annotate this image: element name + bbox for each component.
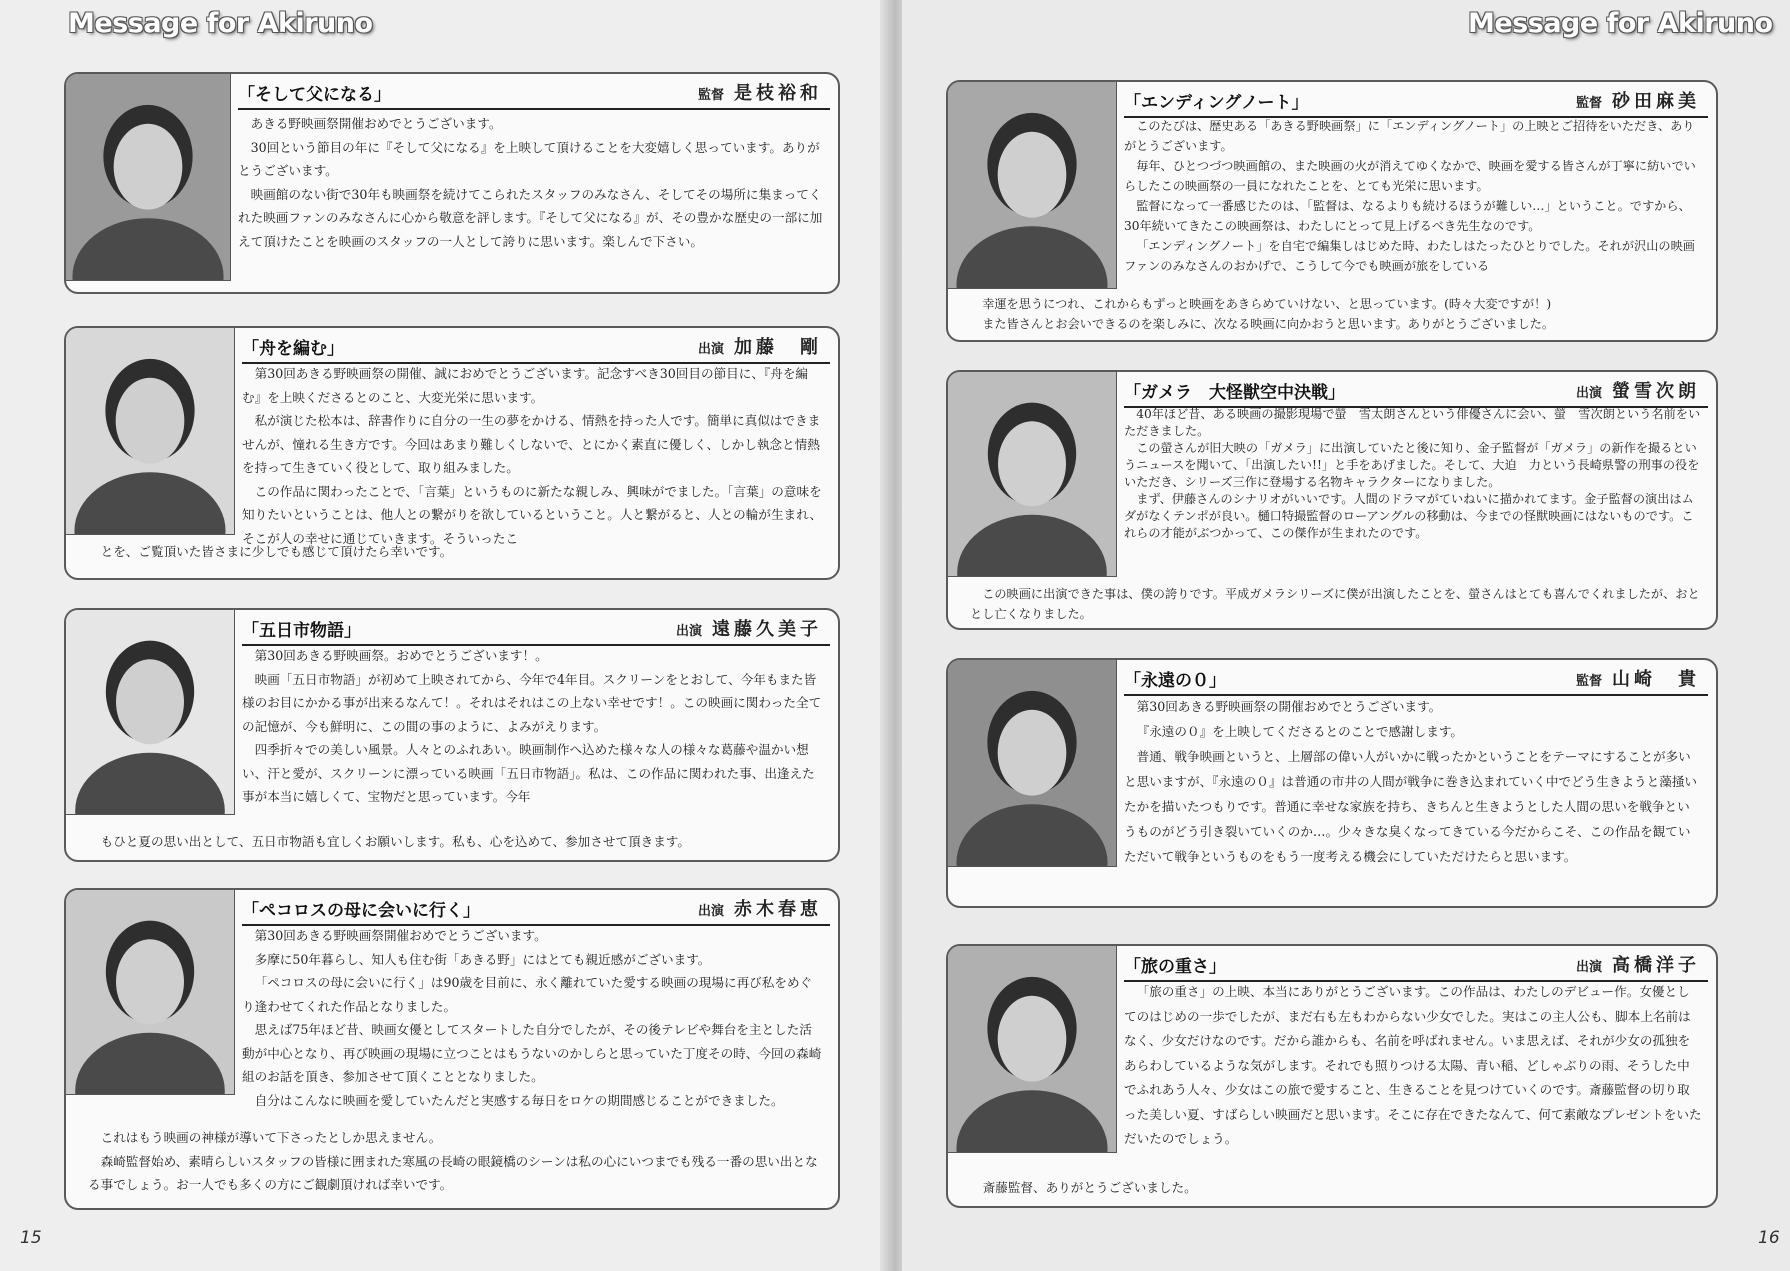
film-title: 「エンディングノート」 [1124, 93, 1309, 113]
paragraph: 第30回あきる野映画祭開催おめでとうございます。 [254, 928, 547, 943]
paragraph: 普通、戦争映画というと、上層部の偉い人がいかに戦ったかということをテーマにすることが多いと思いますが、『永遠の０』は普通の市井の人間が戦争に巻き込まれていく中でどう生きようと藻掻いたかを描いたつもりです。普通に幸せな家族を持ち、きちんと生きようとした人間の思いを戦争というものがどう引き裂いていくのか…。少々きな臭くなってきている今だからこそ、この作品を観ていただいて戦争というものをもう一度考える機会にしていただけたらと思います。 [1124, 749, 1698, 864]
film-title: 「五日市物語」 [242, 621, 361, 641]
portrait-photo [66, 328, 235, 535]
paragraph: 自分はこんなに映画を愛していたんだと実感する毎日をロケの期間感じることができました。 [254, 1092, 784, 1108]
paragraph: この映画に出演できた事は、僕の誇りです。平成ガメラシリーズに僕が出演したことを、螢さんはとても喜んでくれましたが、おととし亡くなりました。 [970, 587, 1700, 621]
message-text-continued [88, 1126, 824, 1197]
paragraph: もひと夏の思い出として、五日市物語も宜しくお願いします。私も、心を込めて、参加させて頂きます。 [100, 834, 690, 849]
message-card [64, 608, 840, 862]
paragraph: 毎年、ひとつづつ映画館の、また映画の火が消えてゆくなかで、映画を愛する皆さんが丁寧に紡いでいらしたこの映画祭の一員になれたことを、とても光栄に思います。 [1124, 159, 1696, 193]
film-title: 「旅の重さ」 [1124, 957, 1226, 977]
message-text [1124, 116, 1702, 276]
message-text-continued [88, 830, 824, 854]
film-title: 「永遠の０」 [1124, 671, 1226, 691]
paragraph: 「エンディングノート」を自宅で編集しはじめた時、わたしはたったひとりでした。それが沢山の映画ファンのみなさんのおかげで、こうして今でも映画が旅をしている [1124, 239, 1695, 273]
paragraph: 30回という節目の年に『そして父になる』を上映して頂けることを大変嬉しく思っています。ありがとうございます。 [238, 139, 820, 178]
paragraph: この作品に関わったことで、「言葉」というものに新たな親しみ、興味がでました。「言葉」の意味を知りたいということは、他人との繋がりを欲しているということ。人と繋がると、人との輪が生まれ、そこが人の幸せに通じていきます。そういったこ [242, 483, 823, 546]
message-text-continued [970, 584, 1702, 624]
person-name: 砂田麻美 [1612, 91, 1700, 112]
message-card [946, 370, 1718, 630]
paragraph: 四季折々での美しい風景。人々とのふれあい。映画制作へ込めた様々な人の様々な葛藤や温かい想い、汗と愛が、スクリーンに漂っている映画「五日市物語」。私は、この作品に関われた事、出逢えた事が本当に嬉しくて、宝物だと思っています。今年 [242, 742, 815, 804]
paragraph: 幸運を思うにつれ、これからもずっと映画をあきらめていけない、と思っています。(時々大変ですが！) [982, 297, 1552, 311]
page-number-right: 16 [1758, 1228, 1780, 1248]
paragraph: 第30回あきる野映画祭の開催おめでとうございます。 [1136, 699, 1442, 714]
role-label: 監督 [1575, 96, 1602, 111]
film-title: 「舟を編む」 [242, 339, 344, 359]
role-label: 出演 [697, 342, 724, 357]
paragraph: 監督になって一番感じたのは、「監督は、なるよりも続けるほうが難しい…」ということ。ですから、30年続いてきたこの映画祭は、わたしにとって見上げるべき先生なのです。 [1124, 199, 1691, 233]
paragraph: あきる野映画祭開催おめでとうございます。 [250, 116, 502, 131]
message-text-continued [88, 540, 824, 564]
film-title: 「ペコロスの母に会いに行く」 [242, 901, 480, 921]
person-name: 赤木春恵 [734, 899, 822, 920]
person-name: 遠藤久美子 [712, 619, 822, 640]
message-text [1124, 694, 1702, 869]
message-text [242, 362, 824, 550]
message-card [946, 80, 1718, 342]
portrait-photo [66, 74, 231, 281]
film-title: 「そして父になる」 [238, 85, 391, 105]
portrait-photo [66, 610, 235, 815]
role-label: 出演 [1575, 386, 1602, 401]
portrait-photo [66, 890, 235, 1095]
paragraph: 『永遠の０』を上映してくださるとのことで感謝します。 [1136, 724, 1464, 739]
person-name: 螢雪次朗 [1612, 381, 1700, 402]
portrait-photo [948, 82, 1117, 289]
paragraph: このたびは、歴史ある「あきる野映画祭」に「エンディングノート」の上映とご招待をいただき、ありがとうございます。 [1124, 119, 1695, 153]
paragraph: 森崎監督始め、素晴らしいスタッフの皆様に囲まれた寒風の長崎の眼鏡橋のシーンは私の心にいつまでも残る一番の思い出となる事でしょう。お一人でも多くの方にご観劇頂ければ幸いです。 [88, 1153, 818, 1192]
message-text [242, 924, 824, 1112]
person-name: 高橋洋子 [1612, 955, 1700, 976]
role-label: 出演 [697, 904, 724, 919]
paragraph: 映画「五日市物語」が初めて上映されてから、今年で4年目。スクリーンをとおして、今年もまた皆様のお目にかかる事が出来るなんて！。それはそれはこの上ない幸せです！。この映画に関わった全ての記憶が、今も鮮明に、この間の事のように、よみがえります。 [242, 671, 822, 734]
role-label: 監督 [1575, 674, 1602, 689]
role-label: 出演 [1575, 960, 1602, 975]
paragraph: 40年ほど昔、ある映画の撮影現場で螢 雪太朗さんという俳優さんに会い、螢 雪次朗という名前をいただきました。 [1124, 407, 1701, 438]
person-name: 山崎 貴 [1612, 669, 1700, 690]
paragraph: 斎藤監督、ありがとうございました。 [982, 1180, 1197, 1195]
message-card [64, 326, 840, 580]
message-text [238, 112, 824, 253]
role-label: 監督 [697, 88, 724, 103]
person-name: 加藤 剛 [734, 337, 822, 358]
portrait-photo [948, 372, 1117, 577]
portrait-photo [948, 946, 1117, 1153]
paragraph: 多摩に50年暮らし、知人も住む街「あきる野」にはとても親近感がございます。 [254, 951, 711, 967]
film-title: 「ガメラ 大怪獣空中決戦」 [1124, 383, 1345, 403]
paragraph: 映画館のない街で30年も映画祭を続けてこられたスタッフのみなさん、そしてその場所に集まってくれた映画ファンのみなさんに心から敬意を評します。『そして父になる』が、その豊かな歴史の一部に加えて頂けたことを映画のスタッフの一人として誇りに思います。楽しんで下さい。 [238, 186, 823, 249]
portrait-photo [948, 660, 1117, 867]
paragraph: 思えば75年ほど昔、映画女優としてスタートした自分でしたが、その後テレビや舞台を主とした活動が中心となり、再び映画の現場に立つことはもうないのかしらと思っていた丁度その時、今回の森崎組のお話を頂き、参加させて頂くこととなりました。 [242, 1022, 822, 1084]
page-header-left: Message for Akiruno [68, 8, 373, 39]
message-card [946, 944, 1718, 1208]
message-text [242, 644, 824, 809]
paragraph: とを、ご覧頂いた皆さまに少しでも感じて頂けたら幸いです。 [100, 544, 453, 559]
paragraph: 「ペコロスの母に会いに行く」は90歳を目前に、永く離れていた愛する映画の現場に再び私をめぐり逢わせてくれた作品となりました。 [242, 975, 813, 1014]
message-card [64, 888, 840, 1210]
paragraph: この螢さんが旧大映の「ガメラ」に出演していたと後に知り、金子監督が「ガメラ」の新作を撮るというニュースを聞いて、「出演したい!!」と手をあげました。そして、大迫 力という長崎県警の刑事の役をいただき、シリーズ三作に登場する名物キャラクターになりました。 [1124, 441, 1700, 489]
paragraph: これはもう映画の神様が導いて下さったとしか思えません。 [100, 1130, 442, 1145]
person-name: 是枝裕和 [734, 83, 822, 104]
role-label: 出演 [675, 624, 702, 639]
paragraph: 第30回あきる野映画祭の開催、誠におめでとうございます。記念すべき30回目の節目に、『舟を編む』を上映くださるとのこと、大変光栄に思います。 [242, 366, 809, 405]
message-text-continued [970, 294, 1702, 334]
message-text [1124, 406, 1702, 542]
paragraph: 私が演じた松本は、辞書作りに自分の一生の夢をかける、情熱を持った人です。簡単に真似はできませんが、憧れる生き方です。今回はあまり難しくしないで、とにかく素直に優しく、しかし執念と情熱を持って生きていく役として、取り組みました。 [242, 413, 821, 475]
message-card [946, 658, 1718, 908]
page-header-right: Message for Akiruno [1468, 8, 1773, 39]
message-card [64, 72, 840, 294]
paragraph: 第30回あきる野映画祭。おめでとうございます！。 [254, 648, 548, 663]
message-text [1124, 980, 1702, 1152]
paragraph: まず、伊藤さんのシナリオがいいです。人間のドラマがていねいに描かれてます。金子監督の演出はムダがなくテンポが良い。樋口特撮監督のローアングルの移動は、今までの怪獣映画にはないものです。これらの才能がぶつかって、この傑作が生まれたのです。 [1124, 492, 1694, 540]
message-text-continued [970, 1176, 1702, 1200]
paragraph: また皆さんとお会いできるのを楽しみに、次なる映画に向かおうと思います。ありがとうございました。 [982, 317, 1555, 331]
page-number-left: 15 [20, 1228, 42, 1248]
paragraph: 「旅の重さ」の上映、本当にありがとうございます。この作品は、わたしのデビュー作。女優としてのはじめの一歩でしたが、まだ右も左もわからない少女でした。実はこの主人公も、脚本上名前はなく、少女だけなのです。だから誰からも、名前を呼ばれません。いま思えば、それが少女の孤独をあらわしているような気がします。それでも照りつける太陽、青い稲、どしゃぶりの雨、そうした中でふれあう人々、少女はこの旅で愛すること、生きることを見つけていくのです。斎藤監督の切り取った美しい夏、すばらしい映画だと思います。そこに存在できたなんて、何て素敵なプレゼントをいただいたのでしょう。 [1124, 984, 1702, 1146]
